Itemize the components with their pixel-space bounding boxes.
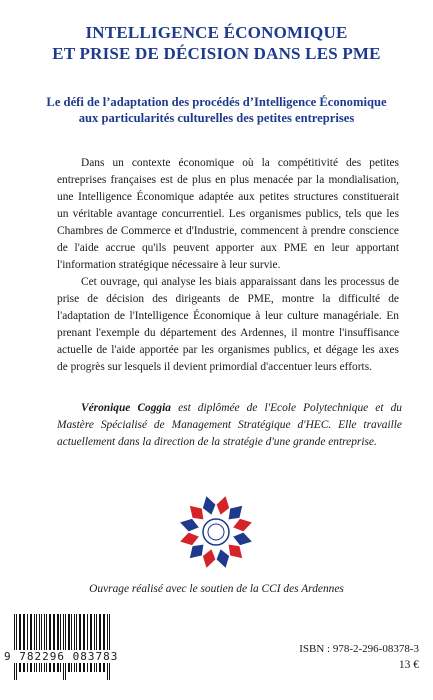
barcode-bar (71, 614, 72, 672)
barcode-bar (83, 614, 85, 672)
barcode-bar (87, 614, 88, 672)
barcode-bar (39, 614, 40, 672)
barcode-bar (68, 614, 70, 672)
barcode-bar (16, 614, 17, 680)
barcode-bar (41, 614, 42, 672)
emblem-tile (179, 518, 199, 532)
emblem-tile (202, 548, 216, 568)
barcode-bar (76, 614, 77, 672)
emblem-tile (216, 495, 230, 515)
barcode-bar (65, 614, 66, 680)
title-line-1: INTELLIGENCE ÉCONOMIQUE (85, 23, 348, 42)
barcode-bar (90, 614, 92, 672)
emblem-tile (179, 532, 199, 546)
emblem-tile (228, 544, 243, 559)
title-line-2: ET PRISE DE DÉCISION DANS LES PME (52, 44, 381, 63)
barcode-bar (109, 614, 110, 680)
barcode-bar (27, 614, 28, 672)
emblem-tile (189, 505, 204, 520)
barcode-bar (36, 614, 37, 672)
barcode-bar (23, 614, 25, 672)
barcode-bar (46, 614, 47, 672)
emblem-center (203, 519, 229, 545)
barcode-bar (99, 614, 101, 672)
emblem-tile (202, 495, 216, 515)
summary-paragraph-2: Cet ouvrage, qui analyse les biais apparaissant dans les processus de prise de décision des dirigeants de PME, montre la difficulté de l'adaptation de l'Intelligence Économique à leur culture managériale. En prenant l'exemple du département des Ardennes, il montre l'insuffisance actuelle de l'aide apportée par les organismes publics, et dégage les axes de progrès sur lesquels il devient primordial d'accentuer leurs efforts. (57, 276, 399, 373)
book-subtitle (10, 94, 423, 126)
barcode-bar (107, 614, 108, 680)
barcode-bar (53, 614, 55, 672)
barcode-bar (63, 614, 64, 680)
emblem-tile (232, 532, 252, 546)
book-title (0, 22, 433, 64)
barcode-bar (34, 614, 35, 672)
barcode-bar (49, 614, 51, 672)
price-label: 13 € (398, 659, 419, 671)
barcode-bar (30, 614, 32, 672)
emblem-tile (228, 505, 243, 520)
barcode-bar (60, 614, 61, 672)
emblem-tile (216, 548, 230, 568)
emblem-tile (189, 544, 204, 559)
barcode-bar (79, 614, 81, 672)
barcode-bar (19, 614, 21, 672)
author-name: Véronique Coggia (81, 402, 171, 414)
barcode-bar (94, 614, 95, 672)
isbn-number: ISBN : 978-2-296-08378-3 (299, 643, 419, 655)
barcode-digits: 9 782296 083783 (4, 650, 119, 663)
barcode-bar (74, 614, 75, 672)
summary-text (57, 155, 399, 376)
author-bio (57, 400, 402, 451)
support-note: Ouvrage réalisé avec le soutien de la CCI des Ardennes (89, 583, 344, 595)
barcode-bar (96, 614, 97, 672)
barcode-bar (103, 614, 105, 672)
barcode-bar (14, 614, 15, 680)
subtitle-line-2: aux particularités culturelles des petites entreprises (78, 111, 355, 125)
subtitle-line-1: Le défi de l’adaptation des procédés d’Intelligence Économique (46, 95, 387, 109)
barcode-bar (44, 614, 45, 672)
cci-hexagon-emblem-icon (176, 492, 256, 572)
author-description: est diplômée de l'Ecole Polytechnique et du Mastère Spécialisé de Management Stratégique d'HEC. Elle travaille actuellement dans la direction de la stratégie d'une grande entreprise. (57, 402, 402, 448)
summary-paragraph-1: Dans un contexte économique où la compétitivité des petites entreprises françaises est de plus en plus menacée par la mondialisation, une Intelligence Économique adaptée aux petites structures constituerait un véritable avantage concurrentiel. Les organismes publics, tels que les Chambres de Commerce et d'Industrie, commencent à prendre conscience de l'aide accrue qu'ils peuvent apporter aux PME en leur apportant l'information stratégique nécessaire à leur survie. (57, 157, 399, 271)
barcode-bar (57, 614, 59, 672)
barcode-icon (8, 612, 138, 684)
emblem-tile (232, 518, 252, 532)
